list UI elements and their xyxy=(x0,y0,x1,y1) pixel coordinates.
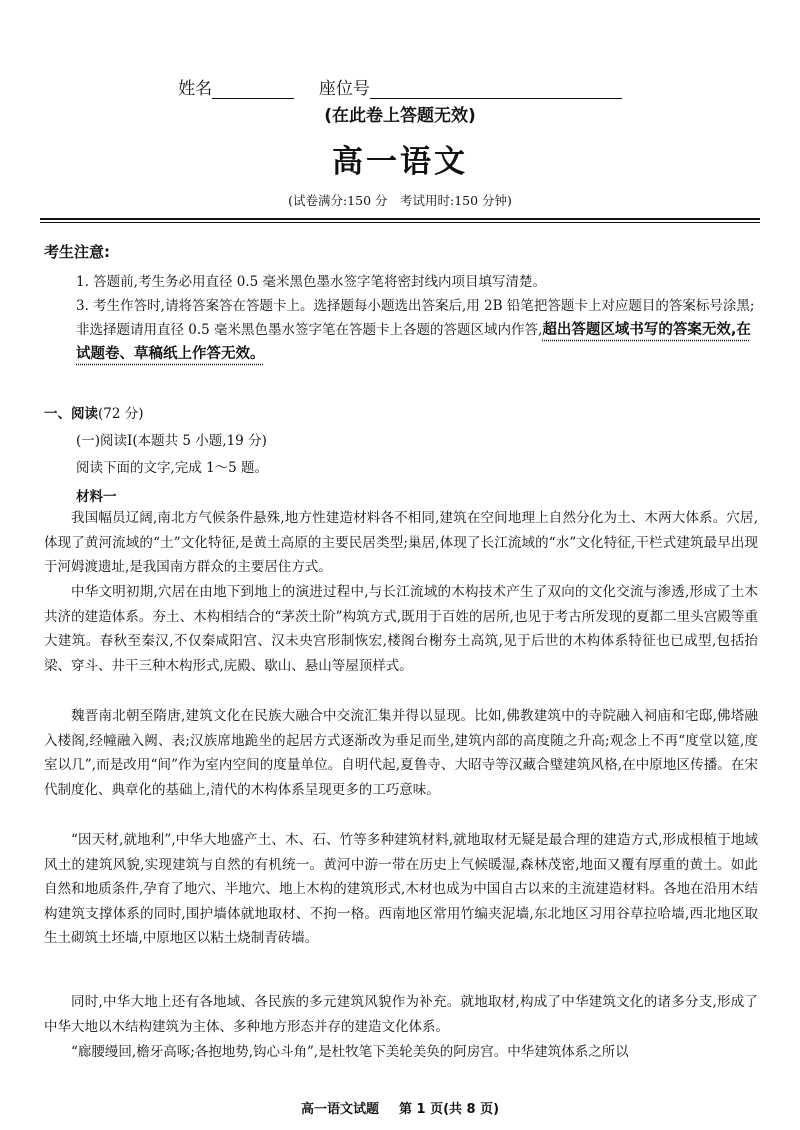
instruction-text: 阅读下面的文字,完成 1～5 题。 xyxy=(76,460,269,476)
paragraph-5: 同时,中华大地上还有各地域、各民族的多元建筑风貌作为补充。就地取材,构成了中华建筑文化的诸多分支,形成了中华大地以木结构建筑为主体、多种地方形态并存的建造文化体系。 xyxy=(44,994,758,1035)
notice-heading: 考生注意: xyxy=(44,243,110,261)
paragraph-1: 我国幅员辽阔,南北方气候条件悬殊,地方性建造材料各不相同,建筑在空间地理上自然分化为土、木两大体系。穴居,体现了黄河流域的“土”文化特征,是黄土高原的主要民居类型;巢居,体现了长江流域的“水”文化特征,干栏式建筑最早出现于河姆渡遗址,是我国南方群众的主要居住方式。 xyxy=(44,510,758,575)
notice-item-1: 1. 答题前,考生务必用直径 0.5 毫米黑色墨水签字笔将密封线内项目填写清楚。 xyxy=(76,274,547,290)
material-label: 材料一 xyxy=(76,489,117,505)
exam-meta: (试卷满分:150 分 考试用时:150 分钟) xyxy=(288,193,512,208)
paragraph-4: “因天材,就地利”,中华大地盛产土、木、石、竹等多种建筑材料,就地取材无疑是最合理的建造方式,形成根植于地域风土的建筑风貌,实现建筑与自然的有机统一。黄河中游一带在历史上气候暖湿,森林茂密,地面又覆有厚重的黄土。如此自然和地质条件,孕育了地穴、半地穴、地上木构的建筑形式,木材也成为中国自古以来的主流建造材料。各地在沿用木结构建筑支撑体系的同时,围护墙体就地取材、不拘一格。西南地区常用竹编夹泥墙,东北地区习用谷草拉哈墙,西北地区取生土砌筑土坯墙,中原地区以粘土烧制青砖墙。 xyxy=(44,832,758,946)
footer-subject: 高一语文试题 xyxy=(300,1102,379,1117)
notice-item-3-emphasis: 超出答题区域书写的答案无效,在试题卷、草稿纸上作答无效。 xyxy=(76,322,751,362)
paragraph-3: 魏晋南北朝至隋唐,建筑文化在民族大融合中交流汇集并得以显现。比如,佛教建筑中的寺院融入祠庙和宅邸,佛塔融入楼阁,经幢融入阙、表;汉族席地跪坐的起居方式逐渐改为垂足而坐,建筑内部的高度随之升高;观念上不再“度堂以筵,度室以几”,而是改用“间”作为室内空间的度量单位。自明代起,夏鲁寺、大昭寺等汉藏合璧建筑风格,在中原地区传播。在宋代制度化、典章化的基础上,清代的木构体系呈现更多的工巧意味。 xyxy=(44,708,758,798)
name-label: 姓名 xyxy=(178,79,213,99)
section-title: 一、阅读 xyxy=(44,406,98,422)
footer-page-number: 第 1 页(共 8 页) xyxy=(398,1102,500,1117)
page-title: 高一语文 xyxy=(332,144,468,180)
candidate-info-line xyxy=(0,74,800,99)
seat-label: 座位号 xyxy=(318,79,370,99)
subsection-heading: (一)阅读Ⅰ(本题共 5 小题,19 分) xyxy=(76,433,267,449)
invalid-note: (在此卷上答题无效) xyxy=(324,106,476,126)
paragraph-6: “廊腰缦回,檐牙高啄;各抱地势,钩心斗角”,是杜牧笔下美轮美奂的阿房宫。中华建筑体系之所以 xyxy=(71,1044,629,1060)
paragraph-2: 中华文明初期,穴居在由地下到地上的演进过程中,与长江流域的木构技术产生了双向的文化交流与渗透,形成了土木共济的建造体系。夯土、木构相结合的“茅茨土阶”构筑方式,既用于百姓的居所,也见于考古所发现的夏都二里头宫殿等重大建筑。春秋至秦汉,不仅秦咸阳宫、汉未央宫形制恢宏,楼阁台榭夯土高筑,见于后世的木构体系特征也已成型,包括抬梁、穿斗、井干三种木构形式,庑殿、歇山、悬山等屋顶样式。 xyxy=(44,584,758,674)
section-score: (72 分) xyxy=(98,406,144,422)
seat-blank xyxy=(370,80,622,99)
notice-item-3-text: 3. 考生作答时,请将答案答在答题卡上。选择题每小题选出答案后,用 2B 铅笔把答题卡上对应题目的答案标号涂黑;非选择题请用直径 0.5 毫米黑色墨水签字笔在答题卡上各题的答题区域内作答, xyxy=(76,298,755,338)
section-heading xyxy=(44,402,144,422)
divider-thick xyxy=(40,218,760,220)
notice-item-3 xyxy=(76,294,756,366)
divider-thin xyxy=(40,222,760,223)
page-footer xyxy=(0,1098,800,1117)
name-blank xyxy=(212,80,294,99)
